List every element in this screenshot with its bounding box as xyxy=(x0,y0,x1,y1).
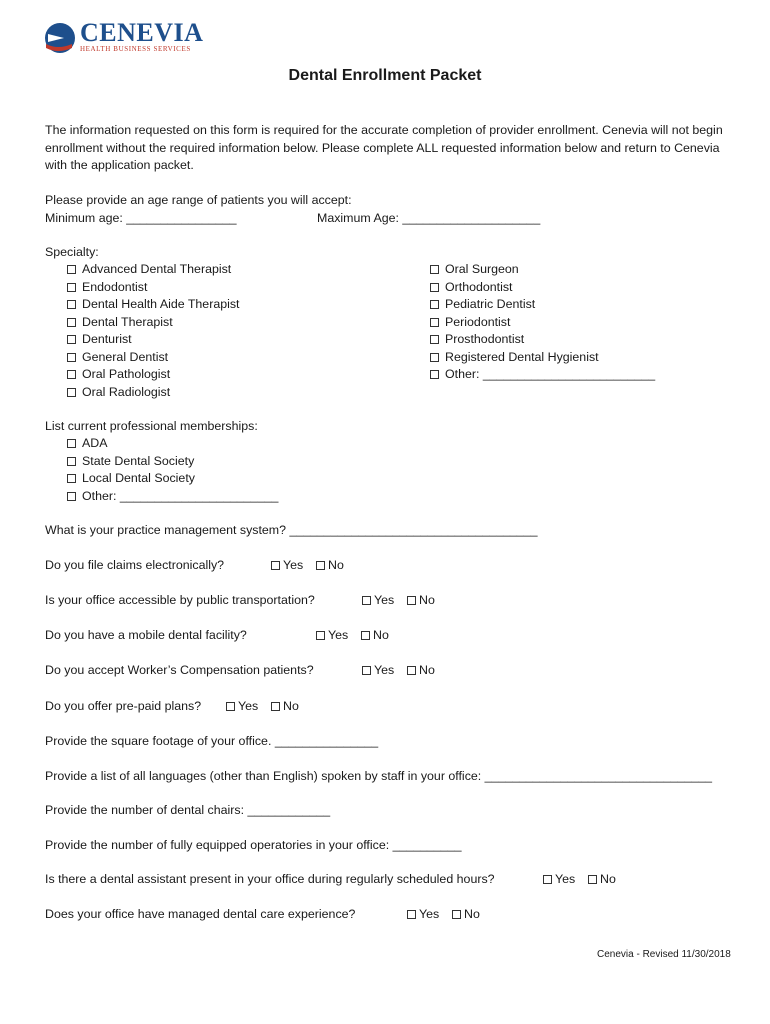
checkbox-icon[interactable] xyxy=(67,265,76,274)
answer-yes[interactable]: Yes xyxy=(271,557,303,574)
question-managed-care: Does your office have managed dental care experience? xyxy=(45,907,356,921)
checkbox-icon[interactable] xyxy=(67,318,76,327)
membership-option[interactable]: State Dental Society xyxy=(67,453,194,470)
checkbox-icon[interactable] xyxy=(316,561,325,570)
checkbox-icon[interactable] xyxy=(407,666,416,675)
operatories-field[interactable]: Provide the number of fully equipped operatories in your office: __________ xyxy=(45,838,462,852)
answer-yes[interactable]: Yes xyxy=(362,592,394,609)
answer-no[interactable]: No xyxy=(361,627,389,644)
page-title: Dental Enrollment Packet xyxy=(288,67,482,84)
checkbox-icon[interactable] xyxy=(271,702,280,711)
footer-revision: Cenevia - Revised 11/30/2018 xyxy=(597,949,731,960)
answer-no[interactable]: No xyxy=(407,662,435,679)
answer-yes[interactable]: Yes xyxy=(543,871,575,888)
question-prepaid-plans: Do you offer pre-paid plans? xyxy=(45,699,202,713)
languages-field[interactable]: Provide a list of all languages (other than English) spoken by staff in your office: _________________________________ xyxy=(45,769,713,783)
checkbox-icon[interactable] xyxy=(588,875,597,884)
question-file-claims: Do you file claims electronically? xyxy=(45,558,225,572)
checkbox-icon[interactable] xyxy=(67,492,76,501)
practice-management-field[interactable]: What is your practice management system? ____________________________________ xyxy=(45,523,538,537)
answer-no[interactable]: No xyxy=(407,592,435,609)
membership-option[interactable]: Local Dental Society xyxy=(67,470,195,487)
specialty-option[interactable]: Periodontist xyxy=(430,314,510,331)
specialty-option[interactable]: Oral Pathologist xyxy=(67,366,170,383)
checkbox-icon[interactable] xyxy=(430,353,439,362)
answer-no[interactable]: No xyxy=(271,698,299,715)
checkbox-icon[interactable] xyxy=(543,875,552,884)
specialty-option[interactable]: Dental Health Aide Therapist xyxy=(67,296,240,313)
specialty-option[interactable]: Endodontist xyxy=(67,279,147,296)
checkbox-icon[interactable] xyxy=(430,335,439,344)
intro-paragraph: The information requested on this form is required for the accurate completion of provider enrollment. Cenevia will not begin enrollment without the required information below. Please complete ALL requested information below and return to Cenevia with the application packet. xyxy=(45,123,723,172)
question-mobile-facility: Do you have a mobile dental facility? xyxy=(45,628,247,642)
specialty-option[interactable]: Dental Therapist xyxy=(67,314,173,331)
checkbox-icon[interactable] xyxy=(361,631,370,640)
checkbox-icon[interactable] xyxy=(67,300,76,309)
specialty-option[interactable]: Denturist xyxy=(67,331,132,348)
checkbox-icon[interactable] xyxy=(271,561,280,570)
specialty-option[interactable]: Orthodontist xyxy=(430,279,513,296)
checkbox-icon[interactable] xyxy=(67,388,76,397)
dental-chairs-field[interactable]: Provide the number of dental chairs: ____________ xyxy=(45,803,331,817)
square-footage-field[interactable]: Provide the square footage of your office. _______________ xyxy=(45,734,379,748)
question-public-transport: Is your office accessible by public transportation? xyxy=(45,593,315,607)
checkbox-icon[interactable] xyxy=(407,596,416,605)
membership-option[interactable]: ADA xyxy=(67,435,107,452)
checkbox-icon[interactable] xyxy=(430,283,439,292)
specialty-option[interactable]: Oral Surgeon xyxy=(430,261,519,278)
specialty-option[interactable]: Prosthodontist xyxy=(430,331,524,348)
checkbox-icon[interactable] xyxy=(67,474,76,483)
answer-no[interactable]: No xyxy=(316,557,344,574)
logo-name: CENEVIA xyxy=(80,18,204,47)
checkbox-icon[interactable] xyxy=(452,910,461,919)
checkbox-icon[interactable] xyxy=(67,353,76,362)
specialty-option[interactable]: General Dentist xyxy=(67,349,168,366)
specialty-option[interactable]: Pediatric Dentist xyxy=(430,296,535,313)
answer-yes[interactable]: Yes xyxy=(407,906,439,923)
checkbox-icon[interactable] xyxy=(67,283,76,292)
cenevia-logo-mark-icon xyxy=(44,22,76,54)
membership-option-other[interactable]: Other: _______________________ xyxy=(67,488,278,505)
cenevia-logo xyxy=(44,20,214,56)
minimum-age-field[interactable]: Minimum age: ________________ xyxy=(45,211,237,225)
specialty-label: Specialty: xyxy=(45,245,99,259)
logo-tagline: HEALTH BUSINESS SERVICES xyxy=(80,45,191,53)
checkbox-icon[interactable] xyxy=(67,439,76,448)
checkbox-icon[interactable] xyxy=(430,265,439,274)
checkbox-icon[interactable] xyxy=(430,370,439,379)
checkbox-icon[interactable] xyxy=(430,318,439,327)
checkbox-icon[interactable] xyxy=(67,370,76,379)
question-dental-assistant: Is there a dental assistant present in your office during regularly scheduled hours? xyxy=(45,872,495,886)
answer-no[interactable]: No xyxy=(452,906,480,923)
question-workers-comp: Do you accept Worker’s Compensation patients? xyxy=(45,663,314,677)
answer-no[interactable]: No xyxy=(588,871,616,888)
checkbox-icon[interactable] xyxy=(67,457,76,466)
answer-yes[interactable]: Yes xyxy=(362,662,394,679)
checkbox-icon[interactable] xyxy=(362,666,371,675)
age-range-prompt: Please provide an age range of patients you will accept: xyxy=(45,193,352,207)
specialty-option-other[interactable]: Other: _________________________ xyxy=(430,366,655,383)
specialty-option[interactable]: Registered Dental Hygienist xyxy=(430,349,599,366)
specialty-option[interactable]: Advanced Dental Therapist xyxy=(67,261,231,278)
checkbox-icon[interactable] xyxy=(316,631,325,640)
checkbox-icon[interactable] xyxy=(67,335,76,344)
checkbox-icon[interactable] xyxy=(430,300,439,309)
answer-yes[interactable]: Yes xyxy=(316,627,348,644)
maximum-age-field[interactable]: Maximum Age: ____________________ xyxy=(317,211,541,225)
checkbox-icon[interactable] xyxy=(226,702,235,711)
checkbox-icon[interactable] xyxy=(362,596,371,605)
checkbox-icon[interactable] xyxy=(407,910,416,919)
memberships-label: List current professional memberships: xyxy=(45,419,258,433)
specialty-option[interactable]: Oral Radiologist xyxy=(67,384,170,401)
answer-yes[interactable]: Yes xyxy=(226,698,258,715)
